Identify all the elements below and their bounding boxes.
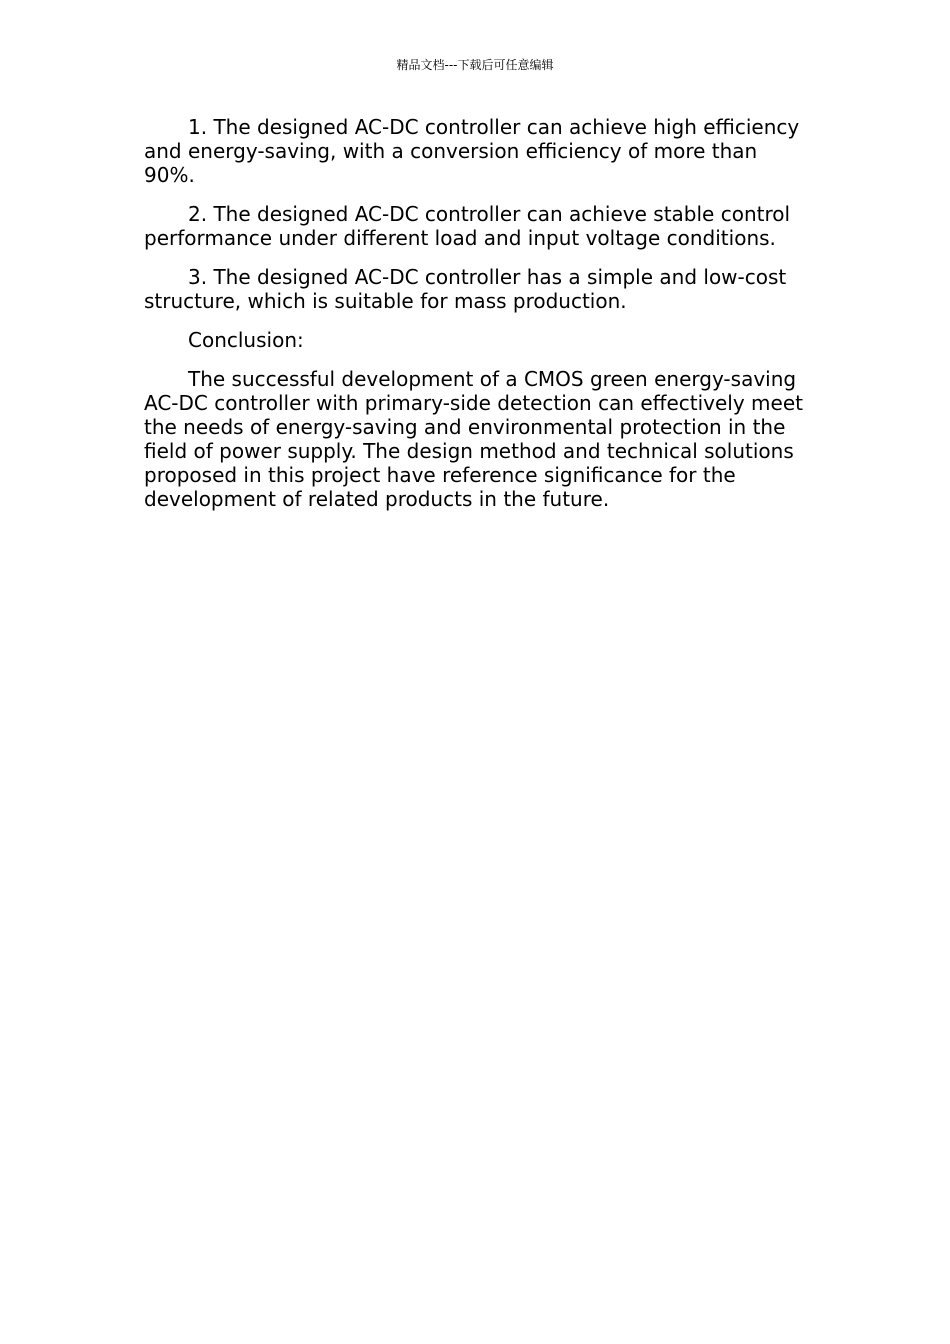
result-item-1: 1. The designed AC-DC controller can achieve high efficiency and energy-saving, with a conversion efficiency of more than 90%. xyxy=(144,115,800,187)
document-body xyxy=(144,115,804,526)
conclusion-paragraph: The successful development of a CMOS green energy-saving AC-DC controller with primary-side detection can effectively meet the needs of energy-saving and environmental protection in the field of power supply. The design method and technical solutions proposed in this project have reference significance for the development of related products in the future. xyxy=(144,367,803,511)
page-header: 精品文档---下载后可任意编辑 xyxy=(396,58,554,72)
conclusion-heading: Conclusion: xyxy=(188,328,304,352)
result-item-2: 2. The designed AC-DC controller can achieve stable control performance under different load and input voltage conditions. xyxy=(144,202,791,250)
result-item-3: 3. The designed AC-DC controller has a simple and low-cost structure, which is suitable for mass production. xyxy=(144,265,787,313)
